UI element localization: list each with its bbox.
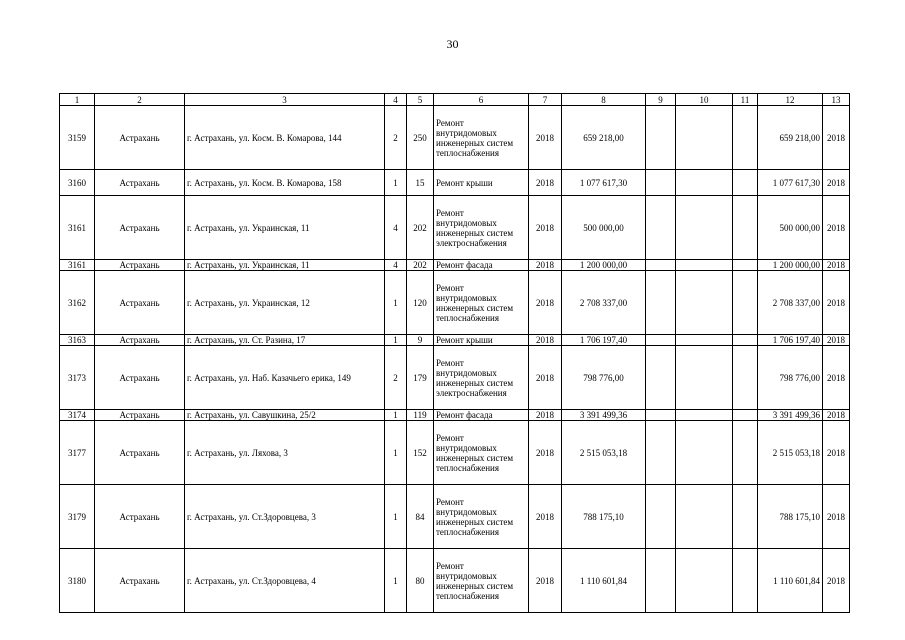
cost-cell: 3 391 499,36 [562,410,646,421]
column-10-cell [676,335,733,346]
apartments-cell: 80 [407,549,434,613]
cost-cell: 1 110 601,84 [562,549,646,613]
city-cell: Астрахань [95,260,185,271]
floors-cell: 1 [385,549,407,613]
row-id: 3161 [60,260,95,271]
apartments-cell: 202 [407,260,434,271]
column-header-3: 3 [185,94,385,106]
address-cell: г. Астрахань, ул. Ст.Здоровцева, 4 [185,549,385,613]
floors-cell: 2 [385,346,407,410]
column-10-cell [676,410,733,421]
city-cell: Астрахань [95,271,185,335]
work-type-cell: Ремонт внутридомовых инженерных систем теплоснабжения [434,106,529,170]
address-cell: г. Астрахань, ул. Украинская, 11 [185,196,385,260]
cost-cell: 788 175,10 [562,485,646,549]
floors-cell: 1 [385,170,407,196]
total-cost-cell: 1 077 617,30 [758,170,823,196]
column-10-cell [676,346,733,410]
city-cell: Астрахань [95,106,185,170]
year-cell: 2018 [529,260,562,271]
table-row [60,335,850,346]
table-row [60,271,850,335]
apartments-cell: 9 [407,335,434,346]
apartments-cell: 179 [407,346,434,410]
column-number-row [60,94,850,106]
floors-cell: 1 [385,271,407,335]
floors-cell: 1 [385,421,407,485]
column-11-cell [733,421,758,485]
city-cell: Астрахань [95,410,185,421]
apartments-cell: 250 [407,106,434,170]
floors-cell: 2 [385,106,407,170]
column-11-cell [733,196,758,260]
work-type-cell: Ремонт крыши [434,335,529,346]
table-row [60,421,850,485]
work-type-cell: Ремонт внутридомовых инженерных систем теплоснабжения [434,485,529,549]
column-10-cell [676,485,733,549]
apartments-cell: 84 [407,485,434,549]
column-11-cell [733,260,758,271]
column-9-cell [646,170,676,196]
cost-cell: 2 708 337,00 [562,271,646,335]
year-cell: 2018 [529,196,562,260]
city-cell: Астрахань [95,170,185,196]
cost-cell: 659 218,00 [562,106,646,170]
apartments-cell: 15 [407,170,434,196]
column-9-cell [646,421,676,485]
column-header-6: 6 [434,94,529,106]
work-type-cell: Ремонт фасада [434,410,529,421]
apartments-cell: 202 [407,196,434,260]
total-cost-cell: 659 218,00 [758,106,823,170]
year-cell: 2018 [529,485,562,549]
completion-year-cell: 2018 [823,106,850,170]
column-11-cell [733,271,758,335]
column-11-cell [733,106,758,170]
page-number: 30 [446,37,459,51]
column-10-cell [676,260,733,271]
city-cell: Астрахань [95,485,185,549]
total-cost-cell: 1 110 601,84 [758,549,823,613]
column-header-10: 10 [676,94,733,106]
completion-year-cell: 2018 [823,196,850,260]
completion-year-cell: 2018 [823,271,850,335]
cost-cell: 1 200 000,00 [562,260,646,271]
address-cell: г. Астрахань, ул. Косм. В. Комарова, 144 [185,106,385,170]
city-cell: Астрахань [95,346,185,410]
city-cell: Астрахань [95,196,185,260]
work-type-cell: Ремонт крыши [434,170,529,196]
completion-year-cell: 2018 [823,410,850,421]
completion-year-cell: 2018 [823,346,850,410]
column-header-8: 8 [562,94,646,106]
column-header-5: 5 [407,94,434,106]
column-header-7: 7 [529,94,562,106]
column-11-cell [733,335,758,346]
address-cell: г. Астрахань, ул. Косм. В. Комарова, 158 [185,170,385,196]
cost-cell: 1 706 197,40 [562,335,646,346]
cost-cell: 2 515 053,18 [562,421,646,485]
floors-cell: 4 [385,260,407,271]
city-cell: Астрахань [95,421,185,485]
city-cell: Астрахань [95,549,185,613]
column-9-cell [646,335,676,346]
row-id: 3179 [60,485,95,549]
address-cell: г. Астрахань, ул. Ст.Здоровцева, 3 [185,485,385,549]
column-11-cell [733,549,758,613]
floors-cell: 1 [385,335,407,346]
column-10-cell [676,549,733,613]
row-id: 3160 [60,170,95,196]
completion-year-cell: 2018 [823,549,850,613]
column-header-9: 9 [646,94,676,106]
work-type-cell: Ремонт внутридомовых инженерных систем теплоснабжения [434,271,529,335]
address-cell: г. Астрахань, ул. Украинская, 12 [185,271,385,335]
table-row [60,106,850,170]
table-row [60,170,850,196]
address-cell: г. Астрахань, ул. Ляхова, 3 [185,421,385,485]
column-header-13: 13 [823,94,850,106]
year-cell: 2018 [529,170,562,196]
completion-year-cell: 2018 [823,485,850,549]
work-type-cell: Ремонт фасада [434,260,529,271]
address-cell: г. Астрахань, ул. Савушкина, 25/2 [185,410,385,421]
total-cost-cell: 500 000,00 [758,196,823,260]
apartments-cell: 119 [407,410,434,421]
address-cell: г. Астрахань, ул. Украинская, 11 [185,260,385,271]
year-cell: 2018 [529,335,562,346]
row-id: 3161 [60,196,95,260]
completion-year-cell: 2018 [823,260,850,271]
work-type-cell: Ремонт внутридомовых инженерных систем электроснабжения [434,196,529,260]
column-10-cell [676,271,733,335]
total-cost-cell: 3 391 499,36 [758,410,823,421]
work-type-cell: Ремонт внутридомовых инженерных систем теплоснабжения [434,549,529,613]
total-cost-cell: 2 708 337,00 [758,271,823,335]
table-row [60,410,850,421]
work-type-cell: Ремонт внутридомовых инженерных систем электроснабжения [434,346,529,410]
column-header-12: 12 [758,94,823,106]
column-header-4: 4 [385,94,407,106]
completion-year-cell: 2018 [823,335,850,346]
column-10-cell [676,170,733,196]
floors-cell: 4 [385,196,407,260]
column-header-1: 1 [60,94,95,106]
column-9-cell [646,271,676,335]
table-row [60,485,850,549]
column-9-cell [646,106,676,170]
column-11-cell [733,346,758,410]
floors-cell: 1 [385,485,407,549]
column-9-cell [646,549,676,613]
column-9-cell [646,410,676,421]
city-cell: Астрахань [95,335,185,346]
table-row [60,260,850,271]
year-cell: 2018 [529,271,562,335]
apartments-cell: 152 [407,421,434,485]
apartments-cell: 120 [407,271,434,335]
column-10-cell [676,196,733,260]
total-cost-cell: 788 175,10 [758,485,823,549]
column-9-cell [646,485,676,549]
row-id: 3159 [60,106,95,170]
column-10-cell [676,421,733,485]
row-id: 3177 [60,421,95,485]
cost-cell: 1 077 617,30 [562,170,646,196]
year-cell: 2018 [529,549,562,613]
table-row [60,549,850,613]
address-cell: г. Астрахань, ул. Ст. Разина, 17 [185,335,385,346]
row-id: 3174 [60,410,95,421]
column-11-cell [733,410,758,421]
year-cell: 2018 [529,410,562,421]
floors-cell: 1 [385,410,407,421]
column-header-2: 2 [95,94,185,106]
address-cell: г. Астрахань, ул. Наб. Казачьего ерика, 149 [185,346,385,410]
column-9-cell [646,196,676,260]
year-cell: 2018 [529,346,562,410]
total-cost-cell: 2 515 053,18 [758,421,823,485]
row-id: 3173 [60,346,95,410]
completion-year-cell: 2018 [823,170,850,196]
total-cost-cell: 1 200 000,00 [758,260,823,271]
table-row [60,196,850,260]
column-10-cell [676,106,733,170]
row-id: 3163 [60,335,95,346]
repair-program-table [59,93,850,613]
work-type-cell: Ремонт внутридомовых инженерных систем теплоснабжения [434,421,529,485]
cost-cell: 500 000,00 [562,196,646,260]
total-cost-cell: 1 706 197,40 [758,335,823,346]
column-11-cell [733,485,758,549]
column-9-cell [646,260,676,271]
cost-cell: 798 776,00 [562,346,646,410]
column-11-cell [733,170,758,196]
completion-year-cell: 2018 [823,421,850,485]
table-row [60,346,850,410]
column-9-cell [646,346,676,410]
year-cell: 2018 [529,421,562,485]
year-cell: 2018 [529,106,562,170]
row-id: 3162 [60,271,95,335]
total-cost-cell: 798 776,00 [758,346,823,410]
table-body [60,106,850,613]
row-id: 3180 [60,549,95,613]
column-header-11: 11 [733,94,758,106]
